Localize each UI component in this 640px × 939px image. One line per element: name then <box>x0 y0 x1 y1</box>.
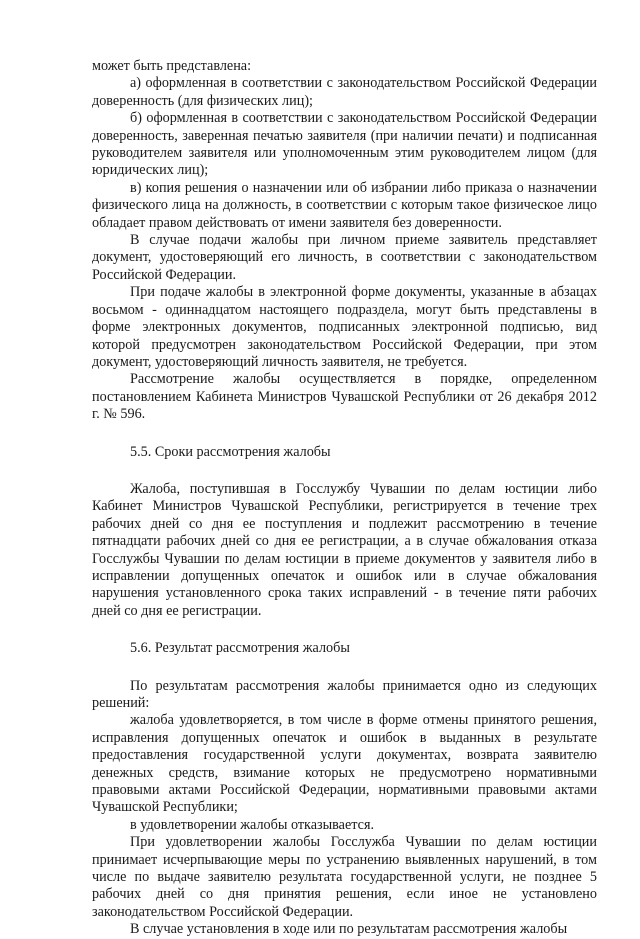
paragraph-decisions-intro: По результатам рассмотрения жалобы принимается одно из следующих решений: <box>92 677 597 711</box>
paragraph-decision-refused: в удовлетворении жалобы отказывается. <box>130 816 375 833</box>
paragraph-remedy-measures: При удовлетворении жалобы Госслужба Чувашии по делам юстиции принимает исчерпывающие меры по устранению выявленных нарушений, в том числе по выдаче заявителю результата государственной услуги, не позднее 5 рабочих дней со дня принятия решения, если иное не установлено законодательством Российской Федерации. <box>92 834 597 920</box>
paragraph-item-a: а) оформленная в соответствии с законодательством Российской Федерации доверенность (для физических лиц); <box>92 75 597 109</box>
spacer <box>92 620 597 640</box>
spacer <box>92 658 597 678</box>
paragraph-decision-satisfied: жалоба удовлетворяется, в том числе в форме отмены принятого решения, исправления допущенных опечаток и ошибок в выданных в результате предоставления государственной услуги документах, возврата заявителю денежных средств, взимание которых не предусмотрено нормативными правовыми актами Российской Федерации, нормативными правовыми актами Чувашской Республики; <box>92 712 597 816</box>
spacer <box>92 461 597 481</box>
paragraph-intro: может быть представлена: <box>92 58 252 74</box>
paragraph-item-v: в) копия решения о назначении или об избрании либо приказа о назначении физического лица на должность, в соответствии с которым такое физическое лицо обладает правом действовать от имени заявителя без доверенности. <box>92 179 597 231</box>
section-heading-5-5: 5.5. Сроки рассмотрения жалобы <box>130 443 331 460</box>
paragraph-continuation: В случае установления в ходе или по результатам рассмотрения жалобы <box>130 921 568 938</box>
document-page <box>92 58 597 939</box>
paragraph-item-b: б) оформленная в соответствии с законодательством Российской Федерации доверенность, заверенная печатью заявителя (при наличии печати) и подписанная руководителем заявителя или уполномоченным этим руководителем лицом (для юридических лиц); <box>92 110 597 179</box>
paragraph-review-procedure: Рассмотрение жалобы осуществляется в порядке, определенном постановлением Кабинета Министров Чувашской Республики от 26 декабря 2012 г. № 596. <box>92 371 597 423</box>
spacer <box>92 424 597 444</box>
section-heading-5-6: 5.6. Результат рассмотрения жалобы <box>130 640 350 657</box>
paragraph-review-terms: Жалоба, поступившая в Госслужбу Чувашии по делам юстиции либо Кабинет Министров Чувашской Республики, регистрируется в течение трех рабочих дней со дня ее поступления и подлежит рассмотрению в течение пятнадцати рабочих дней со дня ее регистрации, а в случае обжалования отказа Госслужбы Чувашии по делам юстиции в приеме документов у заявителя либо в исправлении допущенных опечаток и ошибок или в случае обжалования нарушения установленного срока таких исправлений - в течение пяти рабочих дней со дня ее регистрации. <box>92 480 597 619</box>
paragraph-personal-reception: В случае подачи жалобы при личном приеме заявитель представляет документ, удостоверяющий его личность, в соответствии с законодательством Российской Федерации. <box>92 232 597 283</box>
paragraph-electronic-form: При подаче жалобы в электронной форме документы, указанные в абзацах восьмом - одиннадцатом настоящего подраздела, могут быть представлены в форме электронных документов, подписанных электронной подписью, вид которой предусмотрен законодательством Российской Федерации, при этом документ, удостоверяющий личность заявителя, не требуется. <box>92 284 597 370</box>
